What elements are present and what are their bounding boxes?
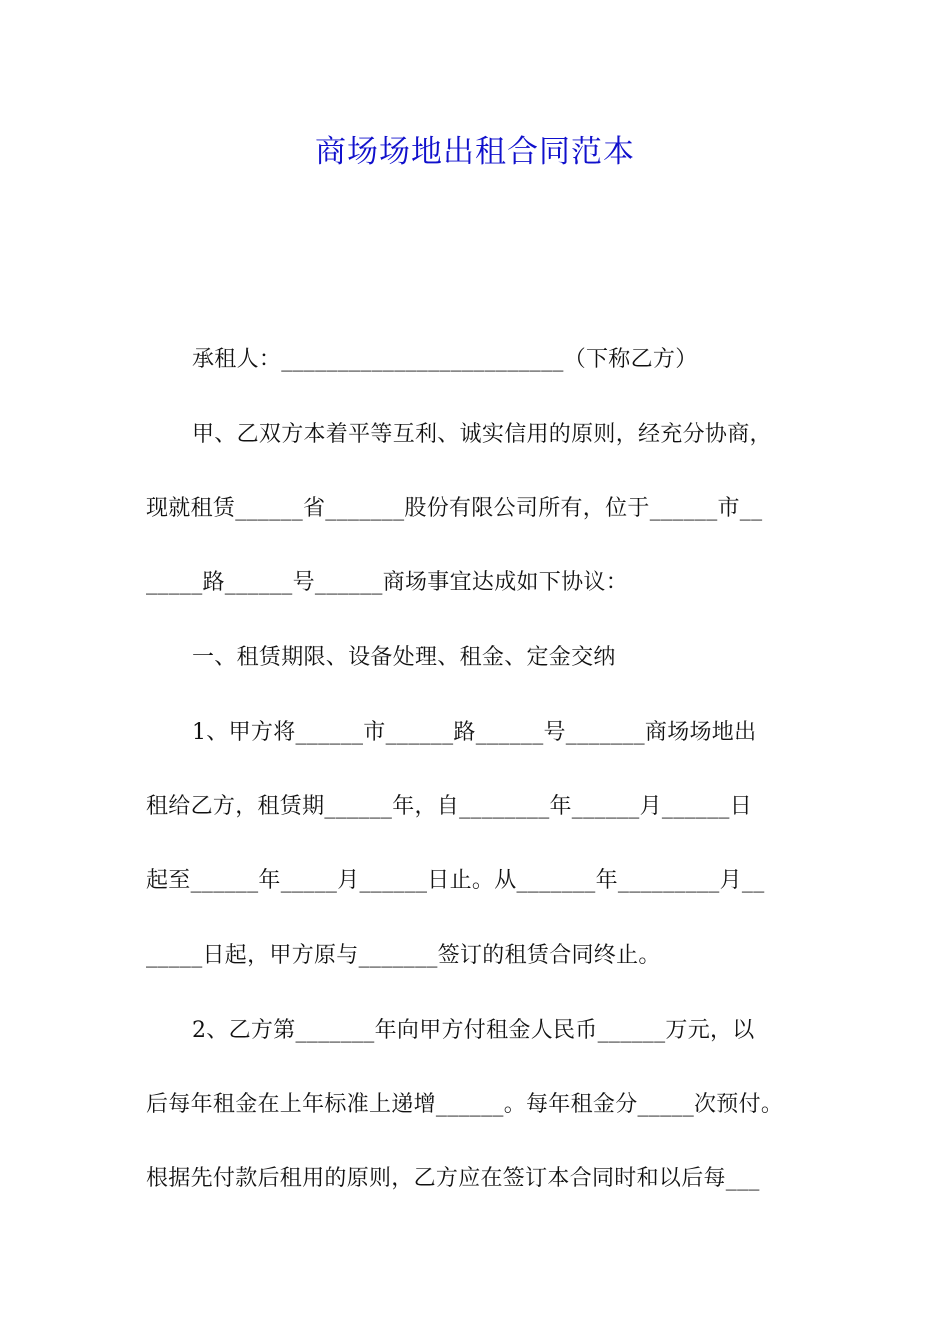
text-line: 起至______年_____月______日止。从_______年_________月__ xyxy=(146,868,765,893)
text-line: 后每年租金在上年标准上递增______。每年租金分_____次预付。 xyxy=(146,1092,784,1117)
clause-1-line: 1、甲方将______市______路______号_______商场场地出 xyxy=(192,720,757,745)
text-line: _____路______号______商场事宜达成如下协议： xyxy=(146,570,629,595)
text-line: 租给乙方，租赁期______年，自________年______月______日 xyxy=(146,794,753,819)
document-title: 商场场地出租合同范本 xyxy=(315,134,635,170)
text-line-preamble: 甲、乙双方本着平等互利、诚实信用的原则，经充分协商， xyxy=(192,422,772,447)
text-line-lessee: 承租人：_________________________（下称乙方） xyxy=(192,347,698,372)
text-line: 根据先付款后租用的原则，乙方应在签订本合同时和以后每___ xyxy=(146,1166,760,1191)
text-line: _____日起，甲方原与_______签订的租赁合同终止。 xyxy=(146,943,661,968)
clause-2-line: 2、乙方第_______年向甲方付租金人民币______万元，以 xyxy=(192,1018,755,1043)
section-heading: 一、租赁期限、设备处理、租金、定金交纳 xyxy=(192,645,616,670)
text-line: 现就租赁______省_______股份有限公司所有，位于______市__ xyxy=(146,496,763,521)
